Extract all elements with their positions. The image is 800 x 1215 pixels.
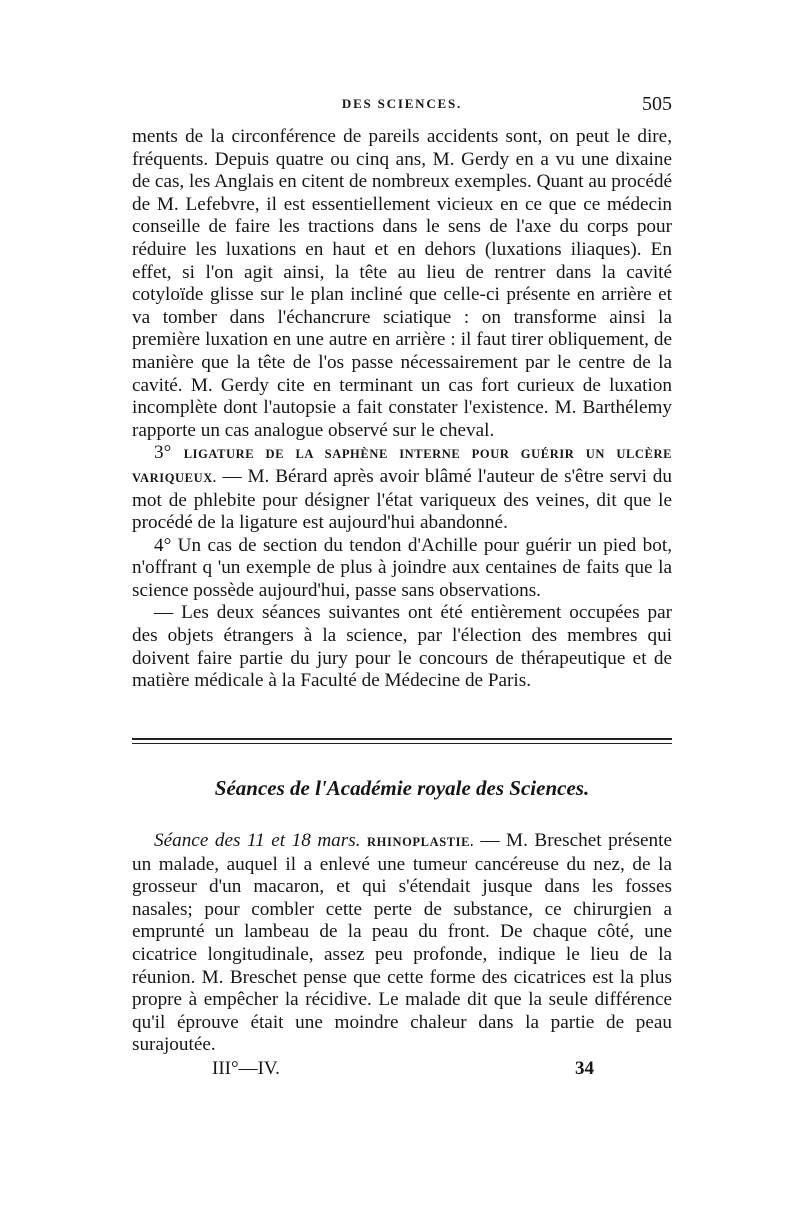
item-3-number: 3° xyxy=(154,442,172,464)
page-footer xyxy=(132,1058,672,1082)
paragraph-continuation: ments de la circonférence de pareils accidents sont, on peut le dire, fréquents. Depuis quatre ou cinq ans, M. Gerdy en a vu une dixaine de cas, les Anglais en citent de nombreux exemples. Quant au procédé de M. Lefebvre, il est essentiellement vicieux en ce que ce médecin conseille de faire les tractions dans le sens de l'axe du corps pour réduire les luxations en haut et en dehors (luxations iliaques). En effet, si l'on agit ainsi, la tête au lieu de rentrer dans la cavité cotyloïde glisse sur le plan incliné que celle-ci présente en arrière et va tomber dans l'échancrure sciatique : on transforme ainsi la première luxation en une autre en arrière : il faut tirer obliquement, de manière que la tête de l'os passe nécessairement par le centre de la cavité. M. Gerdy cite en terminant un cas fort curieux de luxation incomplète dont l'autopsie a fait constater l'existence. M. Barthélemy rapporte un cas analogue observé sur le cheval. xyxy=(132,126,672,441)
paragraph-item-4: 4° Un cas de section du tendon d'Achille pour guérir un pied bot, n'offrant q 'un exemple de plus à joindre aux centaines de faits que la science possède aujourd'hui, passe sans observations. xyxy=(132,534,672,601)
section-title: Séances de l'Académie royale des Sciences. xyxy=(214,776,590,800)
page-number: 505 xyxy=(642,93,672,115)
section-divider xyxy=(132,738,672,740)
item-3-text: — M. Bérard après avoir blâmé l'auteur de s'être servi du mot de phlebite pour désigner l'état variqueux des veines, dit que le procédé de la ligature est aujourd'hui abandonné. xyxy=(132,465,672,534)
sheet-number: 34 xyxy=(575,1058,594,1079)
section-divider-thin xyxy=(132,743,672,744)
paragraph-seance xyxy=(132,830,672,1057)
seance-date: Séance des 11 et 18 mars. xyxy=(154,830,361,851)
seance-heading: RHINOPLASTIE. xyxy=(367,835,474,849)
paragraph-item-3 xyxy=(132,442,672,534)
running-head xyxy=(132,93,672,120)
section-text xyxy=(132,830,672,1057)
main-text xyxy=(132,126,672,693)
paragraph-item-5: — Les deux séances suivantes ont été entièrement occupées par des objets étrangers à la science, par l'élection des membres qui doivent faire partie du jury pour le concours de thérapeutique et de matière médicale à la Faculté de Médecine de Paris. xyxy=(132,602,672,692)
running-title: DES SCIENCES. xyxy=(341,96,463,111)
seance-text: — M. Breschet présente un malade, auquel il a enlevé une tumeur cancéreuse du nez, de la grosseur d'un macaron, et qui s'étendait jusque dans les fosses nasales; pour combler cette perte de substance, ce chirurgien a emprunté un lambeau de la peau du front. De chaque côté, une cicatrice longitudinale, assez peu profonde, indique le lieu de la réunion. M. Breschet pense que cette forme des cicatrices est la plus propre à empêcher la récidive. Le malade dit que la seule différence qu'il éprouve était une moindre chaleur dans la partie de peau surajoutée. xyxy=(132,830,672,1056)
signature-mark: III°—IV. xyxy=(212,1058,280,1079)
item-3-heading: LIGATURE DE LA SAPHÈNE INTERNE POUR GUÉRIR UN ULCÈRE VARIQUEUX. xyxy=(132,447,673,485)
